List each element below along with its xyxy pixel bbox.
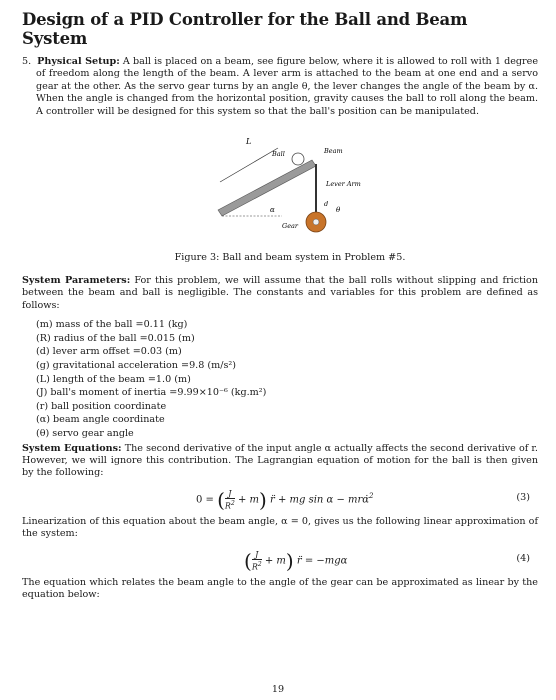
d-label: d bbox=[324, 200, 329, 209]
list-item: (d) lever arm offset =0.03 (m) bbox=[36, 346, 182, 358]
physical-setup-paragraph bbox=[22, 56, 538, 118]
parameter-list bbox=[36, 318, 538, 440]
equation-4-body: ( $\frac{J}{R^2}$ + m) r̈ = −mgα bbox=[244, 548, 348, 573]
beam-label: Beam bbox=[324, 147, 343, 156]
physical-setup-label: Physical Setup: bbox=[37, 56, 120, 67]
system-equations-text: The second derivative of the input angle α actually affects the second derivative of r. However, we will ignore this contribution. The Lagrangian equation of motion for the ball is then given by the following: bbox=[22, 442, 538, 479]
list-item: (J) ball's moment of inertia =9.99×10⁻⁶ (kg.m²) bbox=[36, 387, 267, 399]
list-item: (g) gravitational acceleration =9.8 (m/s²) bbox=[36, 360, 236, 372]
length-dimension-line bbox=[220, 148, 278, 182]
ball-beam-figure bbox=[22, 126, 538, 246]
equation-3 bbox=[22, 480, 538, 516]
list-item: (α) beam angle coordinate bbox=[36, 414, 165, 426]
list-item: (θ) servo gear angle bbox=[36, 428, 134, 439]
list-item: (L) length of the beam =1.0 (m) bbox=[36, 373, 191, 385]
closing-paragraph: The equation which relates the beam angle to the angle of the gear can be approximated as linear by the equation below: bbox=[22, 576, 538, 601]
equation-4-number: (4) bbox=[516, 552, 530, 564]
system-parameters-text: For this problem, we will assume that the ball rolls without slipping and friction between the beam and ball is negligible. The constants and variables for this problem are defined as follows: bbox=[22, 275, 538, 311]
ball-beam-diagram bbox=[212, 126, 382, 246]
figure-caption: Figure 3: Ball and beam system in Problem #5. bbox=[174, 252, 406, 264]
list-item: (m) mass of the ball =0.11 (kg) bbox=[36, 319, 188, 331]
gear-hub bbox=[313, 219, 319, 225]
theta-label: θ bbox=[336, 206, 341, 215]
system-equations-paragraph bbox=[22, 443, 538, 480]
equation-4 bbox=[22, 541, 538, 577]
system-parameters-label: System Parameters: bbox=[22, 275, 131, 287]
gear-label: Gear bbox=[282, 222, 299, 231]
ball bbox=[292, 153, 304, 165]
alpha-label: α bbox=[270, 206, 275, 215]
list-item: (r) ball position coordinate bbox=[36, 400, 167, 412]
lever-arm-label: Lever Arm bbox=[326, 180, 361, 189]
system-equations-label: System Equations: bbox=[22, 442, 122, 454]
problem-number: 5. bbox=[22, 56, 32, 67]
page-number: 19 bbox=[271, 684, 285, 695]
list-item: (R) radius of the ball =0.015 (m) bbox=[36, 332, 195, 344]
document-title: Design of a PID Controller for the Ball and Beam System bbox=[22, 10, 468, 48]
system-parameters-paragraph bbox=[22, 275, 538, 312]
ball-label: Ball bbox=[272, 150, 285, 159]
physical-setup-text: A ball is placed on a beam, see figure below, where it is allowed to roll with 1 degree of freedom along the length of the beam. A lever arm is attached to the beam at one end and a servo gear at the other. As the servo gear turns by an angle θ, the lever changes the angle of the beam by α. When the angle is changed from the horizontal position, gravity causes the ball to roll along the beam. A controller will be designed for this system so that the ball's position can be manipulated. bbox=[36, 56, 538, 117]
length-label: L bbox=[246, 137, 252, 147]
beam bbox=[218, 160, 316, 216]
linearization-paragraph: Linearization of this equation about the beam angle, α = 0, gives us the following linear approximation of the system: bbox=[22, 515, 538, 540]
equation-3-number: (3) bbox=[516, 491, 530, 503]
equation-3-body: 0 = ( $\frac{J}{R^2}$ + m) r̈ + mg sin α − mrα̇$^2$ bbox=[196, 487, 374, 512]
